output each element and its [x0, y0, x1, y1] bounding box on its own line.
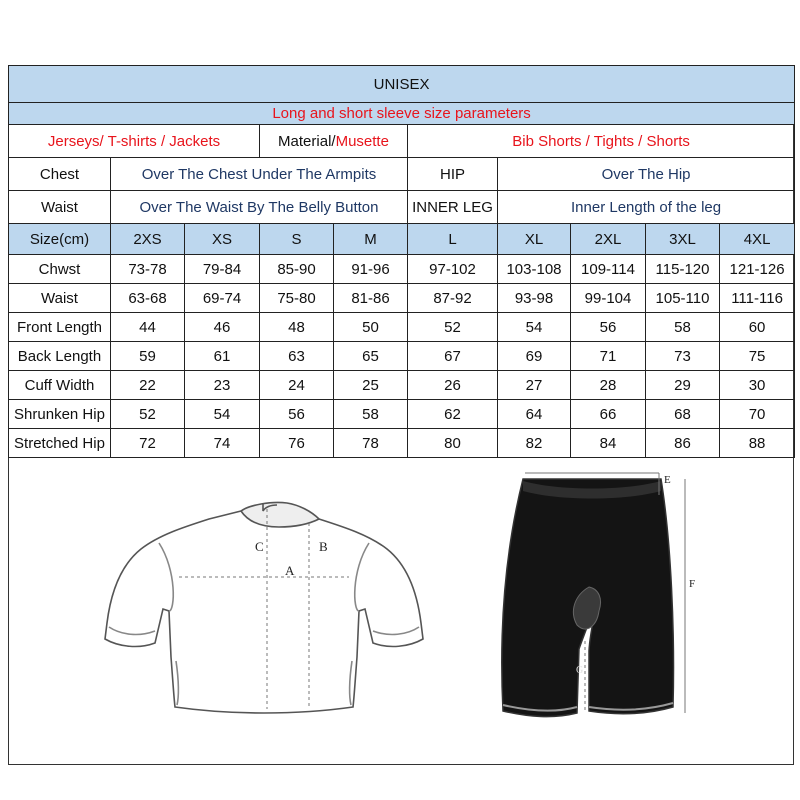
measurement-value: 58: [646, 313, 720, 342]
measurement-value: 105-110: [646, 284, 720, 313]
measurement-value: 29: [646, 371, 720, 400]
measurement-value: 84: [571, 429, 646, 458]
measurement-label: Cuff Width: [9, 371, 111, 400]
measurement-value: 88: [720, 429, 795, 458]
measurement-value: 99-104: [571, 284, 646, 313]
measurement-value: 69: [498, 342, 571, 371]
measurement-value: 48: [260, 313, 334, 342]
measurement-value: 30: [720, 371, 795, 400]
chart-subtitle: Long and short sleeve size parameters: [9, 103, 795, 125]
measurement-value: 68: [646, 400, 720, 429]
shorts-label-e: E: [664, 474, 671, 486]
jersey-illustration: [105, 502, 423, 713]
measurement-value: 62: [408, 400, 498, 429]
measurement-value: 70: [720, 400, 795, 429]
jersey-label-c: C: [255, 539, 264, 554]
measurement-value: 28: [571, 371, 646, 400]
size-header-label: Size(cm): [9, 224, 111, 255]
size-cell: 4XL: [720, 224, 795, 255]
measurement-value: 121-126: [720, 255, 795, 284]
measurement-value: 67: [408, 342, 498, 371]
measurement-value: 82: [498, 429, 571, 458]
measurement-value: 109-114: [571, 255, 646, 284]
material-header: [260, 125, 408, 158]
hip-label: HIP: [408, 158, 498, 191]
measurement-value: 76: [260, 429, 334, 458]
measurement-value: 86: [646, 429, 720, 458]
measurement-value: 79-84: [185, 255, 260, 284]
measurement-value: 63-68: [111, 284, 185, 313]
measurement-value: 59: [111, 342, 185, 371]
measurement-value: 65: [334, 342, 408, 371]
measurement-value: 56: [260, 400, 334, 429]
chest-description: Over The Chest Under The Armpits: [111, 158, 408, 191]
jersey-label-b: B: [319, 539, 328, 554]
measurement-value: 71: [571, 342, 646, 371]
size-cell: XS: [185, 224, 260, 255]
size-cell: L: [408, 224, 498, 255]
measurement-value: 72: [111, 429, 185, 458]
material-suffix: Musette: [335, 132, 389, 150]
measurement-value: 54: [185, 400, 260, 429]
waist-label: Waist: [9, 191, 111, 224]
measurement-value: 74: [185, 429, 260, 458]
measurement-row: [9, 342, 795, 371]
measurement-value: 80: [408, 429, 498, 458]
size-cell: 2XS: [111, 224, 185, 255]
hip-description: Over The Hip: [498, 158, 795, 191]
measurement-label: Front Length: [9, 313, 111, 342]
measurement-row: [9, 371, 795, 400]
measurement-label: Waist: [9, 284, 111, 313]
size-cell: S: [260, 224, 334, 255]
measurement-value: 66: [571, 400, 646, 429]
measurement-rows: [9, 255, 795, 458]
size-cell: M: [334, 224, 408, 255]
size-header-row: [9, 224, 795, 255]
inner-leg-description: Inner Length of the leg: [498, 191, 795, 224]
shorts-label-g: G: [576, 665, 584, 676]
measurement-value: 75: [720, 342, 795, 371]
measurement-value: 63: [260, 342, 334, 371]
measurement-label: Shrunken Hip: [9, 400, 111, 429]
measurement-value: 111-116: [720, 284, 795, 313]
measurement-value: 97-102: [408, 255, 498, 284]
waist-description: Over The Waist By The Belly Button: [111, 191, 408, 224]
measurement-value: 52: [408, 313, 498, 342]
size-cell: 3XL: [646, 224, 720, 255]
shorts-illustration: [502, 479, 674, 717]
measurement-value: 50: [334, 313, 408, 342]
measurement-value: 69-74: [185, 284, 260, 313]
measurement-value: 103-108: [498, 255, 571, 284]
chart-title: UNISEX: [9, 66, 795, 103]
jerseys-header: Jerseys/ T-shirts / Jackets: [9, 125, 260, 158]
measurement-label: Chwst: [9, 255, 111, 284]
measurement-value: 54: [498, 313, 571, 342]
measurement-value: 87-92: [408, 284, 498, 313]
measurement-value: 73: [646, 342, 720, 371]
measurement-value: 22: [111, 371, 185, 400]
jersey-label-a: A: [285, 563, 295, 578]
measurement-row: [9, 284, 795, 313]
measurement-value: 25: [334, 371, 408, 400]
size-cell: 2XL: [571, 224, 646, 255]
measurement-row: [9, 313, 795, 342]
measurement-value: 91-96: [334, 255, 408, 284]
size-cell: XL: [498, 224, 571, 255]
measurement-value: 44: [111, 313, 185, 342]
bib-shorts-header: Bib Shorts / Tights / Shorts: [408, 125, 795, 158]
measurement-value: 58: [334, 400, 408, 429]
size-chart-table: [8, 65, 795, 458]
measurement-label: Stretched Hip: [9, 429, 111, 458]
measurement-value: 56: [571, 313, 646, 342]
measurement-label: Back Length: [9, 342, 111, 371]
measurement-value: 85-90: [260, 255, 334, 284]
measurement-value: 115-120: [646, 255, 720, 284]
measurement-value: 81-86: [334, 284, 408, 313]
garment-diagrams: [9, 461, 793, 764]
measurement-value: 26: [408, 371, 498, 400]
measurement-value: 93-98: [498, 284, 571, 313]
measurement-row: [9, 429, 795, 458]
inner-leg-label: INNER LEG: [408, 191, 498, 224]
measurement-value: 24: [260, 371, 334, 400]
chest-label: Chest: [9, 158, 111, 191]
measurement-row: [9, 400, 795, 429]
measurement-value: 64: [498, 400, 571, 429]
measurement-value: 23: [185, 371, 260, 400]
measurement-value: 52: [111, 400, 185, 429]
measurement-row: [9, 255, 795, 284]
measurement-value: 75-80: [260, 284, 334, 313]
measurement-value: 78: [334, 429, 408, 458]
measurement-value: 27: [498, 371, 571, 400]
measurement-value: 61: [185, 342, 260, 371]
measurement-value: 46: [185, 313, 260, 342]
material-prefix: Material/: [278, 132, 336, 150]
measurement-value: 73-78: [111, 255, 185, 284]
measurement-value: 60: [720, 313, 795, 342]
shorts-label-f: F: [689, 578, 696, 590]
